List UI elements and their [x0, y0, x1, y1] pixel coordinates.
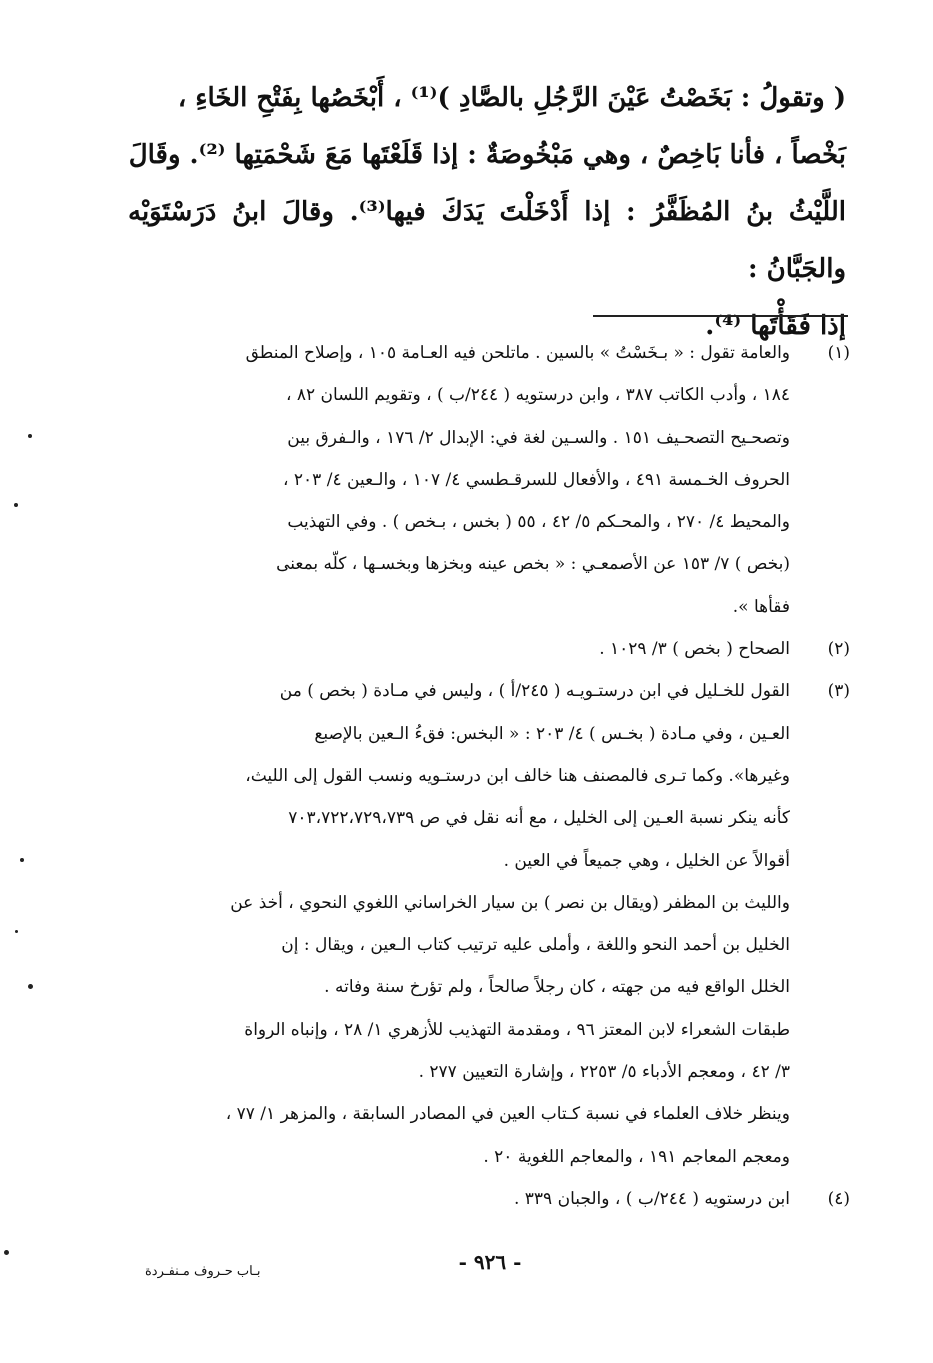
footnote-line: الخلل الواقع فيه من جهته ، كان رجلاً صالحاً ، ولم تؤرخ سنة وفاته .	[324, 977, 790, 998]
footnote-1	[130, 332, 850, 628]
scan-speck	[15, 930, 18, 933]
footnote-line: وغيرها». وكما تـرى فالمصنف هنا خالف ابن درستـويه ونسب القول إلى الليث،	[245, 765, 790, 786]
footnote-line: وينظر خلاف العلماء في نسبة كـتاب العين في المصادر السابقة ، والمزهر ١/ ٧٧ ،	[225, 1104, 790, 1125]
footnote-line: كأنه ينكر نسبة العـين إلى الخليل ، مع أنه نقل في ص ٧٠٣،٧٢٢،٧٢٩،٧٣٩	[288, 808, 790, 829]
footnote-line: وتصحـيح التصحـيف ١٥١ . والسـين لغة في: الإبدال ٢/ ١٧٦ ، والـفرق بين	[287, 427, 790, 448]
main-text-line: بَخْصاً ، فأنا بَاخِصٌ ، وهي مَبْخُوصَةٌ : إذا قَلَعْتَها مَعَ شَحْمَتِها ⁽²⁾. وقَالَ	[128, 140, 846, 170]
footnote-line: (بخص ) ٧/ ١٥٣ عن الأصمعـي : « بخص عينه وبخزها وبخسـها ، كلّه بمعنى	[276, 554, 790, 575]
footnote-separator	[593, 315, 848, 317]
footnote-number: (٤)	[827, 1188, 850, 1209]
scan-speck	[20, 858, 24, 862]
footnote-line: ٣/ ٤٢ ، ومعجم الأدباء ٥/ ٢٢٥٣ ، وإشارة التعيين ٢٧٧ .	[418, 1062, 790, 1083]
footnote-line: الحروف الخـمسة ٤٩١ ، والأفعال للسرقـطسي ٤/ ١٠٧ ، والـعين ٤/ ٢٠٣ ،	[283, 469, 790, 490]
footnote-line: والعامة تقول : « بـخَسْتُ » بالسين . ماتلحن فيه العـامة ١٠٥ ، وإصلاح المنطق	[245, 343, 790, 363]
scan-speck	[28, 984, 33, 989]
footnote-line: الخليل بن أحمد النحو واللغة ، وأملى عليه ترتيب كتاب الـعين ، ويقال : إن	[281, 935, 790, 956]
footnote-line: والمحيط ٤/ ٢٧٠ ، والمحـكم ٥/ ٤٢ ، ٥٥ ( بخس ، بـخص ) . وفي التهذيب	[287, 512, 790, 533]
footnote-number: (١)	[827, 343, 850, 363]
footnote-4	[130, 1178, 850, 1220]
main-text-line: إذا فَقَأْتَها ⁽⁴⁾.	[705, 311, 846, 341]
footnote-line: ١٨٤ ، وأدب الكاتب ٣٨٧ ، وابن درستويه ( ٢٤٤/ب ) ، وتقويم اللسان ٨٢ ،	[285, 385, 790, 406]
scan-speck	[28, 434, 32, 438]
scan-speck	[4, 1250, 9, 1255]
footnote-3	[130, 670, 850, 1178]
footnote-number: (٣)	[827, 681, 850, 702]
main-text-line: اللَّيْثُ بنُ المُظَفَّرُ : إذا أَدْخَلْتَ يَدَكَ فيها⁽³⁾. وقالَ ابنُ دَرَسْتَوَيْه والجَبَّانُ :	[128, 197, 846, 284]
footnote-line: ابن درستويه ( ٢٤٤/ب ) ، والجبان ٣٣٩ .	[513, 1188, 790, 1209]
footnote-line: القول للخـليل في ابن درستـويـه ( ٢٤٥/أ ) ، وليس في مـادة ( بخص ) من	[279, 681, 790, 702]
footnote-2	[130, 628, 850, 670]
footnotes	[130, 332, 850, 1220]
footnote-line: والليث بن المظفر (ويقال بن نصر ) بن سيار الخراساني اللغوي النحوي ، أخذ عن	[230, 892, 790, 913]
footnote-line: ومعجم المعاجم ١٩١ ، والمعاجم اللغوية ٢٠ .	[483, 1146, 790, 1167]
footnote-line: أقوالاً عن الخليل ، وهي جميعاً في العين .	[503, 850, 790, 871]
footnote-line: العـين ، وفي مـادة ( بخـس ) ٤/ ٢٠٣ : « البخس: فقءُ الـعين بالإصبع	[314, 723, 790, 744]
page-number: - ٩٢٦ -	[458, 1250, 522, 1274]
footnote-line: طبقات الشعراء لابن المعتز ٩٦ ، ومقدمة التهذيب للأزهري ١/ ٢٨ ، وإنباه الرواة	[244, 1019, 790, 1040]
main-text-line: ( وتقولُ : بَخَصْتُ عَيْنَ الرَّجُلِ بالصَّادِ )⁽¹⁾ ، أَبْخَصُها بِفَتْحِ الخَاءِ ،	[177, 83, 846, 113]
footnote-line: الصحاح ( بخص ) ٣/ ١٠٢٩ .	[599, 639, 790, 660]
running-footer: بـاب حـروف مـنفـردة	[145, 1264, 261, 1279]
footnote-line: فقأها ».	[732, 596, 790, 617]
footnote-number: (٢)	[827, 639, 850, 660]
main-text	[128, 70, 846, 355]
scan-speck	[14, 503, 18, 507]
